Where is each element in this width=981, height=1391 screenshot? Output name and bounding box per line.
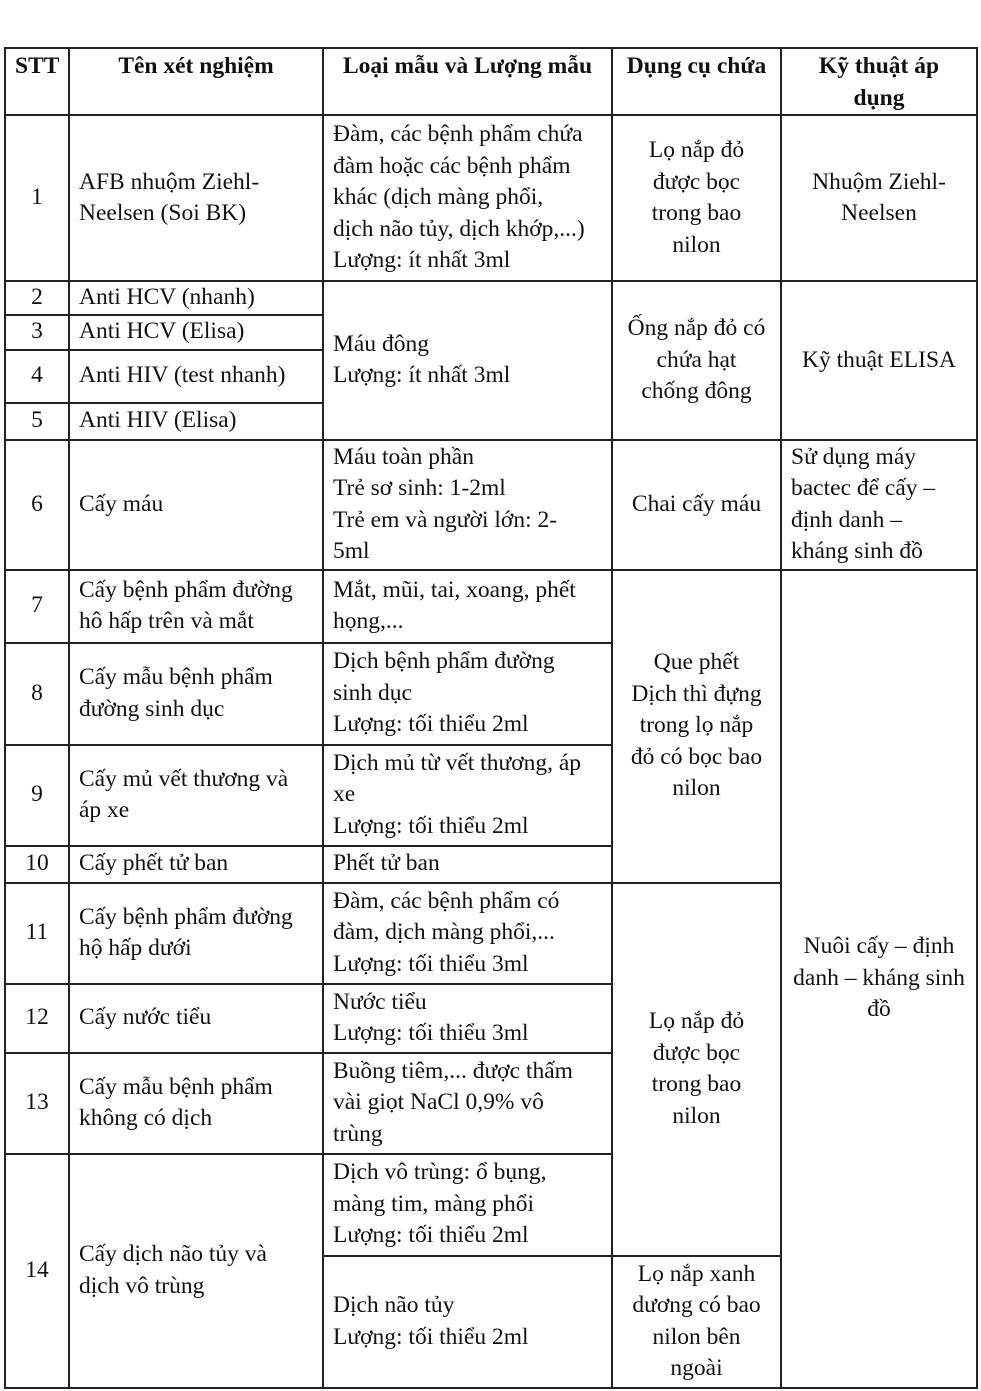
row-stt: 12	[5, 984, 69, 1053]
row-stt: 1	[5, 115, 69, 281]
row-sample-type: Dịch mủ từ vết thương, áp xe Lượng: tối thiểu 2ml	[323, 745, 612, 846]
row-test-name: Cấy mẫu bệnh phẩm đường sinh dục	[69, 643, 323, 745]
row-stt: 6	[5, 440, 69, 570]
row-test-name: Anti HIV (Elisa)	[69, 403, 323, 440]
table-row	[5, 281, 977, 315]
header-test-name: Tên xét nghiệm	[69, 48, 323, 115]
row-sample-type: Máu toàn phần Trẻ sơ sinh: 1-2ml Trẻ em và người lớn: 2- 5ml	[323, 440, 612, 570]
row-technique: Kỹ thuật ELISA	[781, 281, 977, 440]
row-technique: Nuôi cấy – định danh – kháng sinh đồ	[781, 570, 977, 1388]
row-stt: 3	[5, 315, 69, 350]
row-test-name: Cấy phết tử ban	[69, 846, 323, 883]
row-container: Que phết Dịch thì đựng trong lọ nắp đỏ có bọc bao nilon	[612, 570, 781, 883]
row-container: Chai cấy máu	[612, 440, 781, 570]
header-sample-type: Loại mẫu và Lượng mẫu	[323, 48, 612, 115]
row-sample-type: Mắt, mũi, tai, xoang, phết họng,...	[323, 570, 612, 643]
table-row	[5, 440, 977, 570]
row-container: Lọ nắp xanh dương có bao nilon bên ngoài	[612, 1256, 781, 1388]
row-test-name: Anti HIV (test nhanh)	[69, 350, 323, 403]
header-technique: Kỹ thuật áp dụng	[781, 48, 977, 115]
row-stt: 13	[5, 1053, 69, 1154]
row-container: Lọ nắp đỏ được bọc trong bao nilon	[612, 115, 781, 281]
row-sample-type: Buồng tiêm,... được thấm vài giọt NaCl 0,9% vô trùng	[323, 1053, 612, 1154]
row-test-name: Anti HCV (Elisa)	[69, 315, 323, 350]
header-row	[5, 48, 977, 115]
row-stt: 2	[5, 281, 69, 315]
row-sample-type: Đàm, các bệnh phẩm có đàm, dịch màng phổi,... Lượng: tối thiểu 3ml	[323, 883, 612, 984]
row-test-name: Cấy mủ vết thương và áp xe	[69, 745, 323, 846]
header-stt: STT	[5, 48, 69, 115]
row-sample-type: Nước tiểu Lượng: tối thiểu 3ml	[323, 984, 612, 1053]
row-test-name: Cấy mẫu bệnh phẩm không có dịch	[69, 1053, 323, 1154]
row-test-name: Cấy bệnh phẩm đường hô hấp trên và mắt	[69, 570, 323, 643]
row-sample-type: Phết tử ban	[323, 846, 612, 883]
row-stt: 10	[5, 846, 69, 883]
header-container: Dụng cụ chứa	[612, 48, 781, 115]
row-test-name: AFB nhuộm Ziehl- Neelsen (Soi BK)	[69, 115, 323, 281]
row-sample-type: Máu đông Lượng: ít nhất 3ml	[323, 281, 612, 440]
row-test-name: Cấy dịch não tủy và dịch vô trùng	[69, 1154, 323, 1388]
test-table	[4, 47, 978, 1389]
row-technique: Sử dụng máy bactec để cấy – định danh – kháng sinh đồ	[781, 440, 977, 570]
row-container: Lọ nắp đỏ được bọc trong bao nilon	[612, 883, 781, 1256]
row-test-name: Anti HCV (nhanh)	[69, 281, 323, 315]
row-stt: 7	[5, 570, 69, 643]
row-sample-type: Đàm, các bệnh phẩm chứa đàm hoặc các bệnh phẩm khác (dịch màng phổi, dịch não tủy, dịch khớp,...) Lượng: ít nhất 3ml	[323, 115, 612, 281]
row-technique: Nhuộm Ziehl- Neelsen	[781, 115, 977, 281]
row-stt: 9	[5, 745, 69, 846]
row-sample-type: Dịch bệnh phẩm đường sinh dục Lượng: tối thiểu 2ml	[323, 643, 612, 745]
row-stt: 8	[5, 643, 69, 745]
row-container: Ống nắp đỏ có chứa hạt chống đông	[612, 281, 781, 440]
row-stt: 5	[5, 403, 69, 440]
row-test-name: Cấy bệnh phẩm đường hộ hấp dưới	[69, 883, 323, 984]
row-test-name: Cấy nước tiểu	[69, 984, 323, 1053]
row-stt: 4	[5, 350, 69, 403]
row-stt: 11	[5, 883, 69, 984]
row-sample-type: Dịch não tủy Lượng: tối thiểu 2ml	[323, 1256, 612, 1388]
row-test-name: Cấy máu	[69, 440, 323, 570]
table-row	[5, 115, 977, 281]
row-stt: 14	[5, 1154, 69, 1388]
table-row	[5, 570, 977, 643]
row-sample-type: Dịch vô trùng: ổ bụng, màng tim, màng phổi Lượng: tối thiểu 2ml	[323, 1154, 612, 1256]
